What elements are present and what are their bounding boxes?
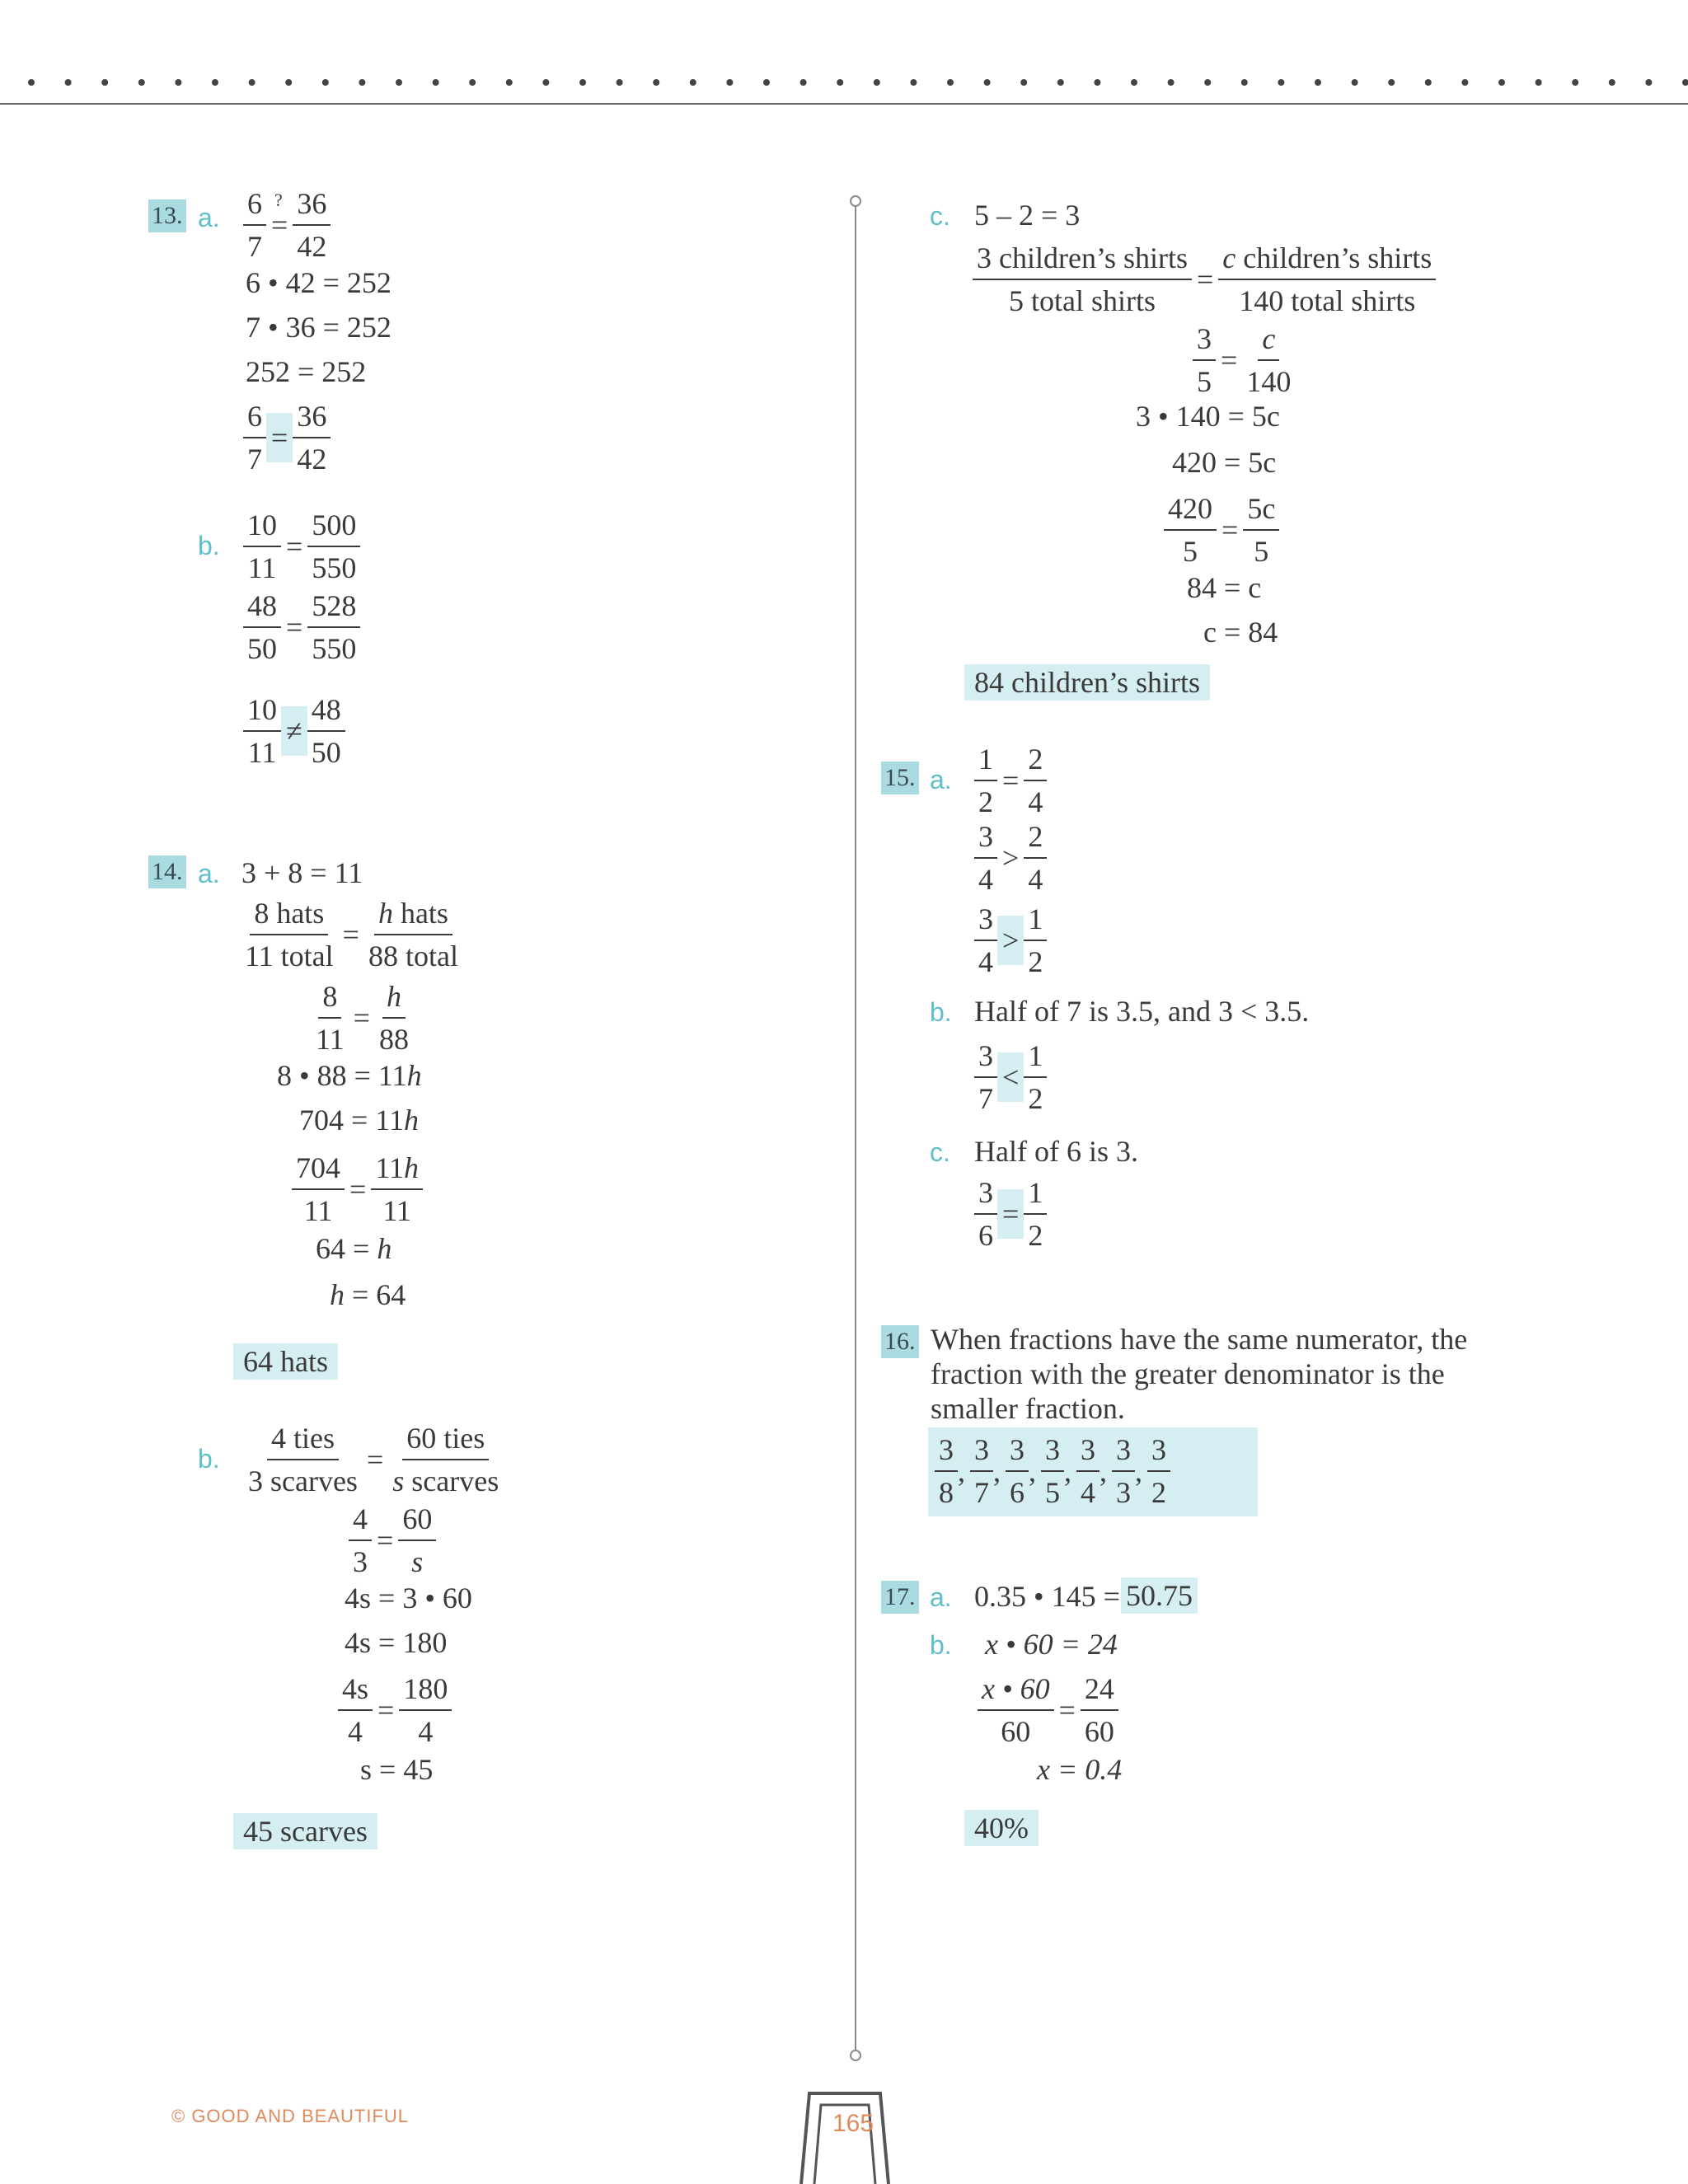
frac-den: 50 bbox=[311, 736, 341, 769]
p14c-line4: 3 • 140 = 5c bbox=[1136, 400, 1280, 433]
p14b-line6: s = 45 bbox=[360, 1753, 434, 1786]
frac-den: 550 bbox=[312, 551, 357, 584]
frac-num: 500 bbox=[307, 504, 360, 547]
frac-num: 3 bbox=[974, 898, 997, 941]
p13a-line2: 7 • 36 = 252 bbox=[246, 311, 392, 344]
frac-num: 4s bbox=[338, 1668, 373, 1711]
frac-den: 2 bbox=[1028, 1219, 1043, 1252]
header-dot bbox=[138, 79, 145, 86]
frac-den: s bbox=[411, 1545, 424, 1578]
header-dot bbox=[1425, 79, 1432, 86]
problem-14c-letter: c. bbox=[930, 201, 950, 231]
frac-num: 1 bbox=[974, 738, 997, 781]
p14a-line2: $\frac{\text{8 hats}}{\text{11 total}}$ = $\frac{\text{h hats}}{\text{88 total}}$ bbox=[241, 893, 462, 977]
frac-den: 11 bbox=[247, 736, 277, 769]
frac-den: 11 total bbox=[245, 940, 334, 972]
frac-den: 4 bbox=[1028, 863, 1043, 896]
header-dot bbox=[1498, 79, 1505, 86]
header-dot bbox=[101, 79, 108, 86]
frac-num: 3 bbox=[1112, 1429, 1135, 1472]
frac-den: 4 bbox=[978, 863, 993, 896]
header-dot bbox=[359, 79, 365, 86]
frac-den: 3 scarves bbox=[248, 1465, 358, 1497]
frac-num: 10 bbox=[243, 689, 281, 732]
problem-16-number: 16. bbox=[881, 1325, 919, 1358]
frac-num: 2 bbox=[1024, 738, 1047, 781]
frac-den: 5 bbox=[1183, 535, 1198, 568]
answer-operator: > bbox=[997, 916, 1024, 965]
p14a-line6: $\frac{704}{11}$ = $\frac{11h}{11}$ bbox=[292, 1147, 423, 1231]
header-dot bbox=[653, 79, 659, 86]
header-dot bbox=[28, 79, 35, 86]
var-c: c bbox=[1222, 241, 1236, 274]
p16-fraction bbox=[1006, 1429, 1029, 1513]
p14a-line5 bbox=[299, 1103, 419, 1137]
frac-num: 48 bbox=[243, 585, 281, 628]
header-rule bbox=[0, 103, 1688, 105]
copyright-footer: © GOOD AND BEAUTIFUL bbox=[171, 2106, 410, 2126]
header-dot bbox=[874, 79, 880, 86]
frac-num: 704 bbox=[292, 1147, 345, 1190]
p15b-text: Half of 7 is 3.5, and 3 < 3.5. bbox=[974, 995, 1310, 1028]
frac-num: 3 bbox=[974, 1172, 997, 1215]
p14b-line4: 4s = 180 bbox=[345, 1626, 448, 1659]
frac-den: 140 bbox=[1246, 365, 1292, 398]
header-dot bbox=[249, 79, 256, 86]
frac-num: 1 bbox=[1024, 1172, 1047, 1215]
frac-den: 4 bbox=[418, 1715, 434, 1748]
divider-top-dot bbox=[850, 195, 861, 207]
p16-text-line1: When fractions have the same numerator, the bbox=[931, 1323, 1468, 1356]
header-dot bbox=[1241, 79, 1248, 86]
frac-num: children’s shirts bbox=[1236, 241, 1432, 274]
header-dot bbox=[726, 79, 733, 86]
comma-separator: , bbox=[1029, 1455, 1036, 1488]
problem-14-number: 14. bbox=[148, 855, 186, 888]
eq-text: 8 • 88 = 11 bbox=[277, 1059, 407, 1092]
problem-14b-letter: b. bbox=[198, 1444, 220, 1474]
operator: > bbox=[1002, 841, 1020, 874]
header-dot bbox=[1352, 79, 1358, 86]
frac-num: 3 bbox=[1193, 318, 1216, 361]
p17a-answer: 50.75 bbox=[1121, 1577, 1198, 1614]
frac-den: 88 bbox=[378, 1023, 409, 1056]
p16-fraction bbox=[1147, 1429, 1170, 1513]
p13b-answer bbox=[243, 689, 345, 773]
frac-den: 3 bbox=[1116, 1476, 1131, 1509]
p17b-line3: x = 0.4 bbox=[1037, 1753, 1123, 1786]
p16-answer-box bbox=[928, 1427, 1258, 1516]
question-mark: ? bbox=[274, 190, 283, 210]
header-dot bbox=[984, 79, 991, 86]
problem-14a-letter: a. bbox=[198, 859, 220, 888]
header-dot bbox=[1536, 79, 1542, 86]
eq-text: 704 = 11 bbox=[299, 1104, 404, 1137]
frac-den: 11 bbox=[382, 1194, 411, 1227]
p13a-line3: 252 = 252 bbox=[246, 355, 367, 388]
p16-text-line3: smaller fraction. bbox=[931, 1392, 1125, 1425]
header-dot bbox=[947, 79, 954, 86]
p16-fraction bbox=[935, 1429, 958, 1513]
problem-15b-letter: b. bbox=[930, 997, 952, 1027]
frac-num: 420 bbox=[1164, 488, 1217, 531]
p14b-line1: $\frac{\text{4 ties}}{\text{3 scarves}}$ = $\frac{\text{60 ties}}{\text{s scarves}}$ bbox=[244, 1418, 503, 1502]
frac-den: 2 bbox=[978, 785, 993, 818]
comma-separator: , bbox=[993, 1455, 1001, 1488]
frac-num: 8 bbox=[318, 976, 341, 1019]
frac-num: 3 bbox=[935, 1429, 958, 1472]
page-number: 165 bbox=[832, 2110, 874, 2137]
header-dot bbox=[1572, 79, 1578, 86]
frac-den: 140 total shirts bbox=[1239, 284, 1416, 317]
header-dot bbox=[690, 79, 696, 86]
header-dot bbox=[1204, 79, 1211, 86]
frac-num: 60 bbox=[398, 1498, 436, 1541]
p15a-line2 bbox=[974, 816, 1047, 900]
frac-den: 3 bbox=[353, 1545, 368, 1578]
header-dot bbox=[1645, 79, 1652, 86]
p14c-line5: 420 = 5c bbox=[1172, 446, 1277, 479]
frac-den: 5 total shirts bbox=[1008, 284, 1156, 317]
frac-den: 50 bbox=[247, 632, 277, 665]
problem-15-number: 15. bbox=[881, 762, 919, 794]
frac-den: 11 bbox=[316, 1023, 345, 1056]
frac-den: 7 bbox=[247, 443, 262, 476]
frac-num: 3 bbox=[974, 1035, 997, 1078]
eq-text: = 64 bbox=[345, 1278, 406, 1311]
p14c-line2: $\frac{\text{3 children’s shirts}}{\text{5 total shirts}}$ = $\frac{\text{c children’s shirts}}{\text{140 total shirts}}$ bbox=[973, 237, 1436, 321]
p14c-line6: $\frac{420}{5}$ = $\frac{5c}{5}$ bbox=[1164, 488, 1279, 572]
header-dot bbox=[800, 79, 807, 86]
frac-num: 6 bbox=[243, 396, 266, 438]
frac-den: 550 bbox=[312, 632, 357, 665]
p14b-line2: $\frac{4}{3}$ = $\frac{60}{s}$ bbox=[349, 1498, 436, 1582]
p15a-line1 bbox=[974, 738, 1047, 823]
frac-num: 180 bbox=[399, 1668, 452, 1711]
column-divider bbox=[855, 200, 856, 2055]
p14c-line8: c = 84 bbox=[1203, 616, 1278, 649]
p16-fraction bbox=[1112, 1429, 1135, 1513]
frac-num: 2 bbox=[1024, 816, 1047, 859]
p17b-answer: 40% bbox=[964, 1810, 1039, 1846]
frac-den: 6 bbox=[978, 1219, 993, 1252]
frac-den: 4 bbox=[978, 945, 993, 978]
frac-den: 7 bbox=[978, 1082, 993, 1115]
frac-num: 24 bbox=[1081, 1668, 1118, 1711]
header-dot bbox=[1278, 79, 1284, 86]
divider-bottom-dot bbox=[850, 2050, 861, 2061]
problem-15c-letter: c. bbox=[930, 1137, 950, 1167]
p14b-line3: 4s = 3 • 60 bbox=[345, 1582, 472, 1615]
header-dot bbox=[285, 79, 292, 86]
header-dot bbox=[1315, 79, 1321, 86]
frac-num: 3 children’s shirts bbox=[973, 237, 1192, 280]
header-dot bbox=[175, 79, 181, 86]
frac-den: 7 bbox=[974, 1476, 989, 1509]
header-dot bbox=[542, 79, 549, 86]
frac-den: 60 bbox=[1001, 1715, 1031, 1748]
frac-num: 3 bbox=[1147, 1429, 1170, 1472]
frac-num: h bbox=[382, 976, 406, 1019]
frac-den: 5 bbox=[1254, 535, 1269, 568]
header-dot bbox=[910, 79, 917, 86]
p17a-line1: 0.35 • 145 = bbox=[974, 1580, 1120, 1613]
answer-operator: ≠ bbox=[281, 706, 307, 756]
p14c-line1: 5 – 2 = 3 bbox=[974, 199, 1081, 232]
problem-17-number: 17. bbox=[881, 1581, 919, 1614]
frac-num: 3 bbox=[974, 816, 997, 859]
problem-17a-letter: a. bbox=[930, 1582, 952, 1612]
header-dot bbox=[469, 79, 476, 86]
p15c-answer bbox=[974, 1172, 1047, 1256]
problem-13-number: 13. bbox=[148, 199, 186, 232]
problem-15a-letter: a. bbox=[930, 765, 952, 794]
p13b-line2: $\frac{48}{50}$ = $\frac{528}{550}$ bbox=[243, 585, 360, 669]
var-h: h bbox=[406, 1059, 422, 1092]
frac-num: 4 ties bbox=[267, 1418, 339, 1460]
p13a-fraction-compare: $\frac{6}{7}$ ? = $\frac{36}{42}$ bbox=[243, 183, 331, 267]
frac-num: 48 bbox=[307, 689, 345, 732]
frac-num: 11 bbox=[375, 1151, 404, 1184]
p14b-line5: $\frac{4s}{4}$ = $\frac{180}{4}$ bbox=[338, 1668, 452, 1752]
header-dot bbox=[506, 79, 513, 86]
comma-separator: , bbox=[958, 1455, 965, 1488]
frac-den: 42 bbox=[297, 230, 327, 263]
frac-num: 3 bbox=[1006, 1429, 1029, 1472]
operator: = bbox=[1002, 764, 1020, 797]
p13b-line1: $\frac{10}{11}$ = $\frac{500}{550}$ bbox=[243, 504, 360, 588]
frac-num: 60 ties bbox=[402, 1418, 489, 1460]
frac-den: 5 bbox=[1197, 365, 1212, 398]
frac-den: 2 bbox=[1151, 1476, 1166, 1509]
frac-num: 3 bbox=[1041, 1429, 1064, 1472]
header-dot bbox=[322, 79, 329, 86]
frac-den: 4 bbox=[1028, 785, 1043, 818]
p17b-line2: $\frac{x • 60}{60}$ = $\frac{24}{60}$ bbox=[978, 1668, 1118, 1752]
header-dot bbox=[1388, 79, 1395, 86]
comma-separator: , bbox=[1100, 1455, 1107, 1488]
header-dot bbox=[396, 79, 402, 86]
frac-num: 4 bbox=[349, 1498, 372, 1541]
frac-num: 528 bbox=[307, 585, 360, 628]
p14a-answer: 64 hats bbox=[233, 1343, 338, 1380]
frac-num: x • 60 bbox=[978, 1668, 1054, 1711]
frac-num: 5c bbox=[1243, 488, 1279, 531]
frac-den: 2 bbox=[1028, 1082, 1043, 1115]
frac-den: 11 bbox=[247, 551, 277, 584]
eq-text: 64 = bbox=[316, 1232, 377, 1265]
header-dot bbox=[65, 79, 72, 86]
header-dot bbox=[1094, 79, 1100, 86]
frac-den: 5 bbox=[1045, 1476, 1060, 1509]
frac-num: 10 bbox=[243, 504, 281, 547]
frac-num: 1 bbox=[1024, 1035, 1047, 1078]
frac-den: 88 total bbox=[368, 940, 458, 972]
header-dot bbox=[763, 79, 770, 86]
problem-17b-letter: b. bbox=[930, 1630, 952, 1660]
var-h: h bbox=[403, 1151, 419, 1184]
frac-num: c bbox=[1258, 318, 1279, 361]
frac-den: scarves bbox=[404, 1465, 499, 1497]
frac-den: 7 bbox=[247, 230, 262, 263]
frac-den: 11 bbox=[303, 1194, 333, 1227]
frac-den: 4 bbox=[348, 1715, 363, 1748]
frac-num: 3 bbox=[970, 1429, 993, 1472]
p15c-text: Half of 6 is 3. bbox=[974, 1135, 1138, 1168]
p14b-answer: 45 scarves bbox=[233, 1813, 377, 1849]
header-dot bbox=[617, 79, 623, 86]
problem-13b-letter: b. bbox=[198, 531, 220, 560]
comma-separator: , bbox=[1135, 1455, 1142, 1488]
p16-fraction-list bbox=[935, 1429, 1170, 1513]
header-dot bbox=[433, 79, 439, 86]
frac-den: 2 bbox=[1028, 945, 1043, 978]
frac-den: 8 bbox=[939, 1476, 954, 1509]
frac-num: 36 bbox=[293, 396, 331, 438]
p16-fraction bbox=[970, 1429, 993, 1513]
header-dots bbox=[0, 73, 1688, 92]
header-dot bbox=[212, 79, 218, 86]
header-dot bbox=[837, 79, 843, 86]
header-dot bbox=[1131, 79, 1137, 86]
var-h: h bbox=[403, 1104, 419, 1137]
p14c-line7: 84 = c bbox=[1187, 571, 1262, 604]
p13a-line1: 6 • 42 = 252 bbox=[246, 266, 392, 299]
frac-num: 6 bbox=[243, 183, 266, 226]
var-h: h bbox=[377, 1232, 392, 1265]
frac-num: 3 bbox=[1076, 1429, 1100, 1472]
p16-text-line2: fraction with the greater denominator is the bbox=[931, 1357, 1445, 1390]
p14a-line4 bbox=[277, 1058, 422, 1093]
answer-operator: = bbox=[266, 413, 293, 462]
var-h: h bbox=[330, 1278, 345, 1311]
p17b-line1: x • 60 = 24 bbox=[985, 1628, 1118, 1661]
header-dot bbox=[1682, 79, 1688, 86]
p14a-line1: 3 + 8 = 11 bbox=[241, 856, 363, 889]
answer-operator: < bbox=[997, 1052, 1024, 1102]
p14c-line3: $\frac{3}{5}$ = $\frac{c}{140}$ bbox=[1193, 318, 1295, 402]
frac-den: 6 bbox=[1010, 1476, 1025, 1509]
frac-num: 36 bbox=[293, 183, 331, 226]
frac-den: 42 bbox=[297, 443, 327, 476]
comma-separator: , bbox=[1064, 1455, 1071, 1488]
p15b-answer bbox=[974, 1035, 1047, 1119]
frac-num: 1 bbox=[1024, 898, 1047, 941]
header-dot bbox=[1461, 79, 1468, 86]
header-dot bbox=[1057, 79, 1064, 86]
header-dot bbox=[1609, 79, 1615, 86]
answer-operator: = bbox=[997, 1189, 1024, 1239]
p14a-line8 bbox=[330, 1277, 406, 1312]
p16-fraction bbox=[1041, 1429, 1064, 1513]
problem-13a-letter: a. bbox=[198, 203, 220, 232]
var-s: s bbox=[392, 1465, 405, 1497]
p13a-answer bbox=[243, 396, 331, 480]
frac-den: 4 bbox=[1081, 1476, 1095, 1509]
p16-fraction bbox=[1076, 1429, 1100, 1513]
p14a-line7 bbox=[316, 1231, 392, 1266]
frac-num: hats bbox=[392, 897, 448, 930]
header-dot bbox=[1168, 79, 1175, 86]
header-dot bbox=[1020, 79, 1027, 86]
frac-num: 8 hats bbox=[250, 893, 328, 935]
var-h: h bbox=[377, 897, 393, 930]
header-dot bbox=[579, 79, 586, 86]
p15a-answer bbox=[974, 898, 1047, 982]
p14a-line3: $\frac{8}{11}$ = $\frac{h}{88}$ bbox=[312, 976, 413, 1060]
p14c-answer: 84 children’s shirts bbox=[964, 664, 1210, 701]
frac-den: 60 bbox=[1084, 1715, 1114, 1748]
